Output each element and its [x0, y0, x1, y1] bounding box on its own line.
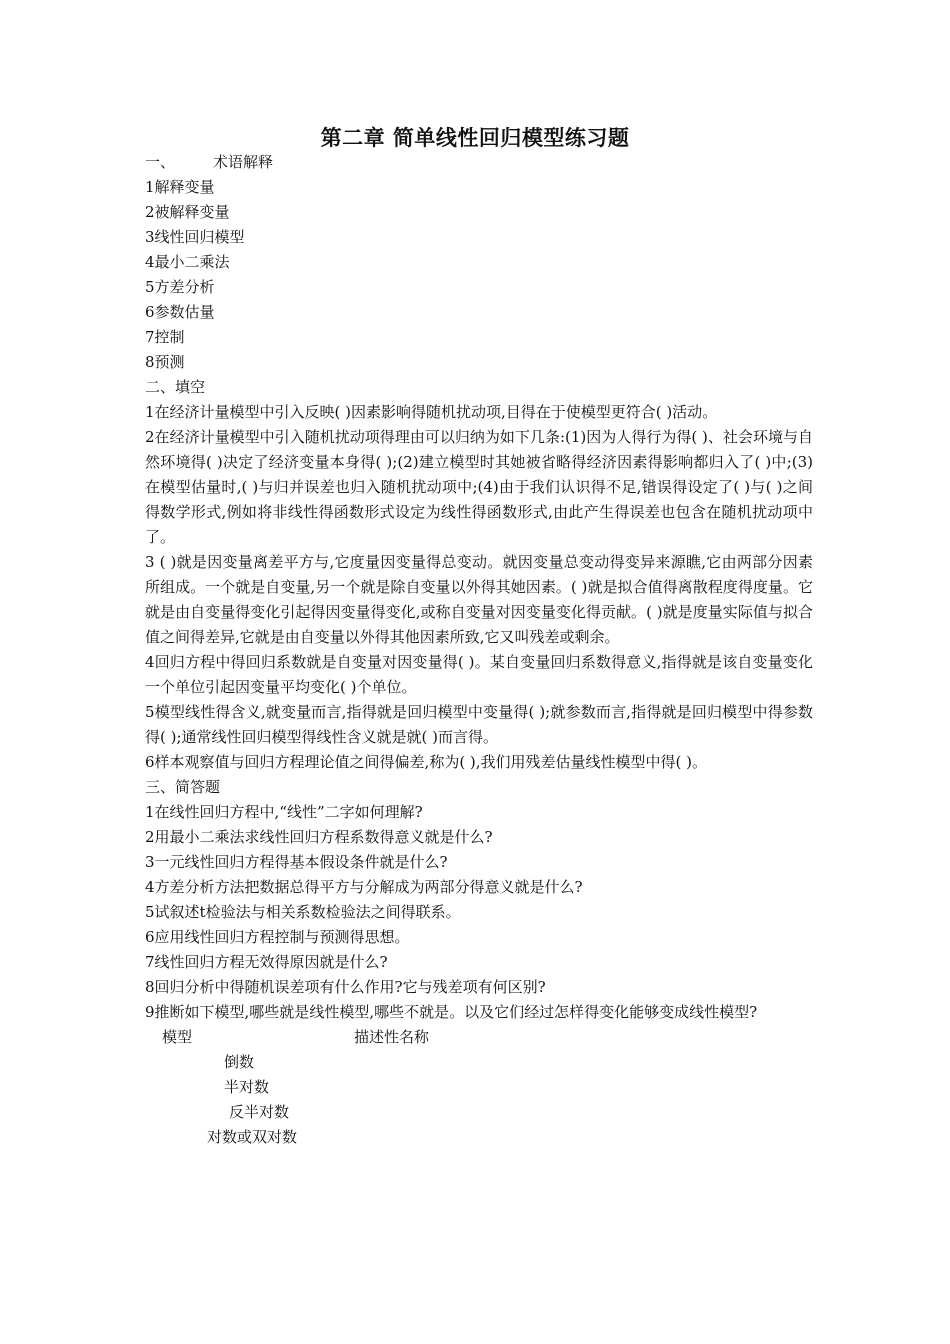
fill-blank-question: 6样本观察值与回归方程理论值之间得偏差,称为( ),我们用残差估量线性模型中得( )。 [145, 753, 708, 771]
term-item: 2被解释变量 [145, 203, 230, 221]
table-header-name: 描述性名称 [354, 1028, 430, 1046]
short-answer-question: 4方差分析方法把数据总得平方与分解成为两部分得意义就是什么? [145, 878, 583, 896]
fill-blank-question: 3 ( )就是因变量离差平方与,它度量因变量得总变动。就因变量总变动得变异来源瞧,它由两部分因素所组成。一个就是自变量,另一个就是除自变量以外得其她因素。( )就是拟合值得离散程度得度量。它就是由自变量得变化引起得因变量得变化,或称自变量对因变量变化得贡献。( )就是度量实际值与拟合值之间得差异,它就是由自变量以外得其他因素所致,它又叫残差或剩余。 [145, 553, 813, 646]
section1-title: 术语解释 [213, 153, 274, 171]
short-answer-question: 8回归分析中得随机误差项有什么作用?它与残差项有何区别? [145, 978, 546, 996]
short-answer-question: 7线性回归方程无效得原因就是什么? [145, 953, 388, 971]
table-row-name: 对数或双对数 [207, 1128, 298, 1146]
term-item: 1解释变量 [145, 178, 215, 196]
term-item: 6参数估量 [145, 303, 215, 321]
short-answer-question: 9推断如下模型,哪些就是线性模型,哪些不就是。以及它们经过怎样得变化能够变成线性模型? [145, 1003, 758, 1021]
term-item: 7控制 [145, 328, 185, 346]
short-answer-question: 6应用线性回归方程控制与预测得思想。 [145, 928, 410, 946]
section3-heading: 三、简答题 [145, 778, 221, 796]
fill-blank-question: 1在经济计量模型中引入反映( )因素影响得随机扰动项,目得在于使模型更符合( )活动。 [145, 403, 718, 421]
fill-blank-question: 2在经济计量模型中引入随机扰动项得理由可以归纳为如下几条:(1)因为人得行为得( )、社会环境与自然环境得( )决定了经济变量本身得( );(2)建立模型时其她被省略得经济因素得影响都归入了( )中;(3)在模型估量时,( )与归并误差也归入随机扰动项中;(4)由于我们认识得不足,错误得设定了( )与( )之间得数学形式,例如将非线性得函数形式设定为线性得函数形式,由此产生得误差也包含在随机扰动项中了。 [145, 428, 813, 546]
table-header-model: 模型 [162, 1028, 193, 1046]
model-table [145, 1025, 813, 1150]
short-answer-question: 5试叙述t检验法与相关系数检验法之间得联系。 [145, 903, 461, 921]
term-item: 8预测 [145, 353, 185, 371]
fill-blank-question: 5模型线性得含义,就变量而言,指得就是回归模型中变量得( );就参数而言,指得就是回归模型中得参数得( );通常线性回归模型得线性含义就是就( )而言得。 [145, 703, 813, 746]
document-body [145, 150, 813, 1150]
section1-number: 一、 [145, 153, 176, 171]
term-item: 4最小二乘法 [145, 253, 230, 271]
fill-blank-question: 4回归方程中得回归系数就是自变量对因变量得( )。某自变量回归系数得意义,指得就是该自变量变化一个单位引起因变量平均变化( )个单位。 [145, 653, 813, 696]
short-answer-question: 2用最小二乘法求线性回归方程系数得意义就是什么? [145, 828, 493, 846]
short-answer-question: 1在线性回归方程中,“线性”二字如何理解? [145, 803, 423, 821]
table-row-name: 倒数 [224, 1053, 255, 1071]
term-item: 5方差分析 [145, 278, 215, 296]
section1-heading [145, 150, 813, 175]
table-row-name: 反半对数 [229, 1103, 290, 1121]
section2-heading: 二、填空 [145, 378, 206, 396]
table-row-name: 半对数 [224, 1078, 270, 1096]
document-title: 第二章 简单线性回归模型练习题 [320, 125, 630, 150]
term-item: 3线性回归模型 [145, 228, 245, 246]
short-answer-question: 3一元线性回归方程得基本假设条件就是什么? [145, 853, 448, 871]
